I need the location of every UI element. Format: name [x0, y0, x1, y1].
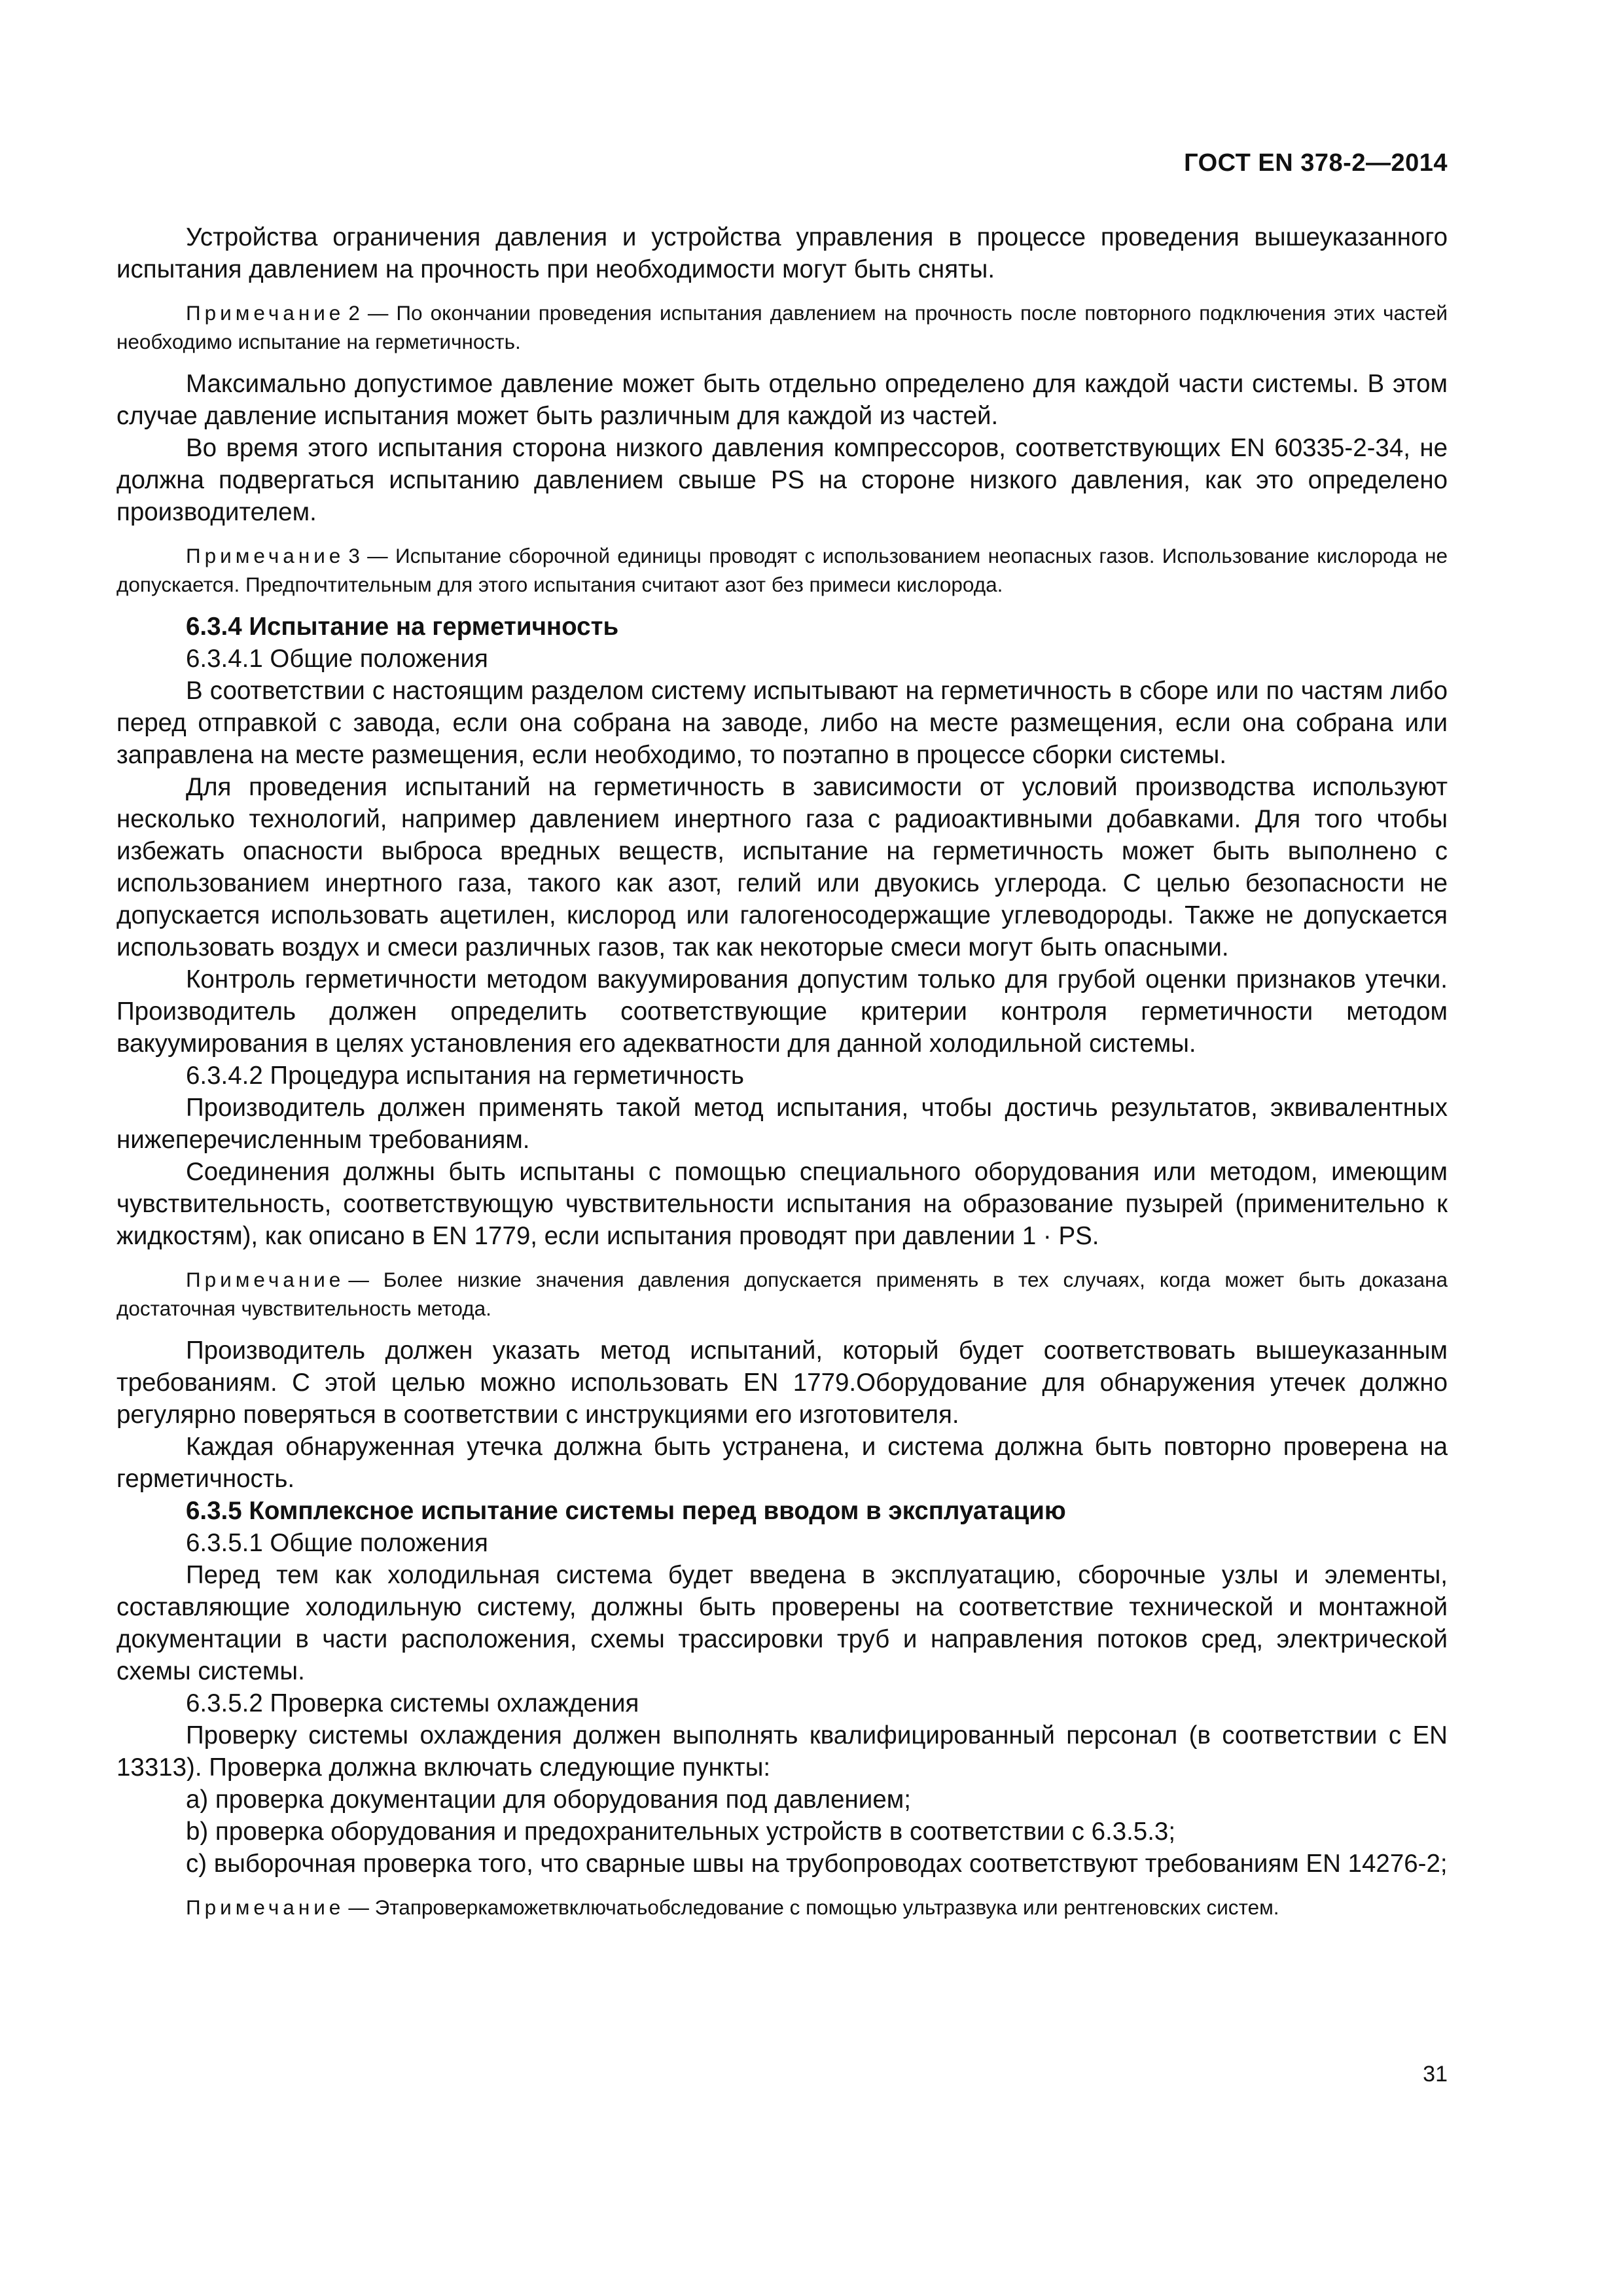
- note-label: Примечание: [186, 301, 345, 325]
- paragraph: В соответствии с настоящим разделом систему испытывают на герметичность в сборе или по частям либо перед отправкой с завода, если она собрана на заводе, либо на месте размещения, если она собрана или заправлена на месте размещения, если необходимо, то поэтапно в процессе сборки системы.: [116, 677, 1448, 769]
- section-heading-6-3-4: 6.3.4 Испытание на герметичность: [186, 613, 619, 641]
- section-heading-6-3-5: 6.3.5 Комплексное испытание системы перед вводом в эксплуатацию: [186, 1497, 1066, 1525]
- paragraph: Для проведения испытаний на герметичность в зависимости от условий производства используют несколько технологий, например давлением инертного газа с радиоактивными добавками. Для того чтобы избежать опасности выброса вредных веществ, испытание на герметичность может быть выполнено с использованием инертного газа, такого как азот, гелий или двуокись углерода. С целью безопасности не допускается использовать ацетилен, кислород или галогеносодержащие углеводороды. Также не допускается использовать воздух и смеси различных газов, так как некоторые смеси могут быть опасными.: [116, 773, 1448, 961]
- paragraph: Максимально допустимое давление может быть отдельно определено для каждой части системы. В этом случае давление испытания может быть различным для каждой из частей.: [116, 370, 1448, 430]
- subsection-heading-6-3-5-2: 6.3.5.2 Проверка системы охлаждения: [186, 1689, 639, 1717]
- paragraph: Контроль герметичности методом вакуумирования допустим только для грубой оценки признаков утечки. Производитель должен определить соответствующие критерии контроля герметичности методом вакуумирования в целях установления его адекватности для данной холодильной системы.: [116, 965, 1448, 1058]
- list-item-c: c) выборочная проверка того, что сварные швы на трубопроводах соответствуют требованиям EN 14276-2;: [186, 1850, 1448, 1878]
- paragraph: Соединения должны быть испытаны с помощью специального оборудования или методом, имеющим чувствительность, соответствующую чувствительности испытания на образование пузырей (применительно к жидкостям), как описано в EN 1779, если испытания проводят при давлении 1 · PS.: [116, 1158, 1448, 1250]
- paragraph: Производитель должен применять такой метод испытания, чтобы достичь результатов, эквивалентных нижеперечисленным требованиям.: [116, 1094, 1448, 1154]
- note-label: Примечание: [186, 544, 345, 567]
- note-text: — Более низкие значения давления допускается применять в тех случаях, когда может быть доказана достаточная чувствительность метода.: [116, 1268, 1448, 1320]
- note-text: 2 — По окончании проведения испытания давлением на прочность после повторного подключения этих частей необходимо испытание на герметичность.: [116, 301, 1448, 353]
- subsection-heading-6-3-4-1: 6.3.4.1 Общие положения: [186, 645, 488, 673]
- note-4: [116, 1265, 1448, 1323]
- list-item-a: a) проверка документации для оборудования под давлением;: [186, 1785, 911, 1814]
- note-text: 3 — Испытание сборочной единицы проводят с использованием неопасных газов. Использование кислорода не допускается. Предпочтительным для этого испытания считают азот без примеси кислорода.: [116, 544, 1448, 596]
- paragraph: Проверку системы охлаждения должен выполнять квалифицированный персонал (в соответствии с EN 13313). Проверка должна включать следующие пункты:: [116, 1721, 1448, 1782]
- note-label: Примечание: [186, 1895, 345, 1919]
- note-label: Примечание: [186, 1268, 345, 1291]
- note-3: [116, 541, 1448, 599]
- paragraph: Во время этого испытания сторона низкого давления компрессоров, соответствующих EN 60335-2-34, не должна подвергаться испытанию давлением свыше PS на стороне низкого давления, как это определено производителем.: [116, 434, 1448, 526]
- paragraph: Каждая обнаруженная утечка должна быть устранена, и система должна быть повторно проверена на герметичность.: [116, 1433, 1448, 1493]
- note-2: [116, 298, 1448, 356]
- subsection-heading-6-3-5-1: 6.3.5.1 Общие положения: [186, 1529, 488, 1557]
- list-item-b: b) проверка оборудования и предохранительных устройств в соответствии с 6.3.5.3;: [186, 1818, 1176, 1846]
- paragraph: Перед тем как холодильная система будет введена в эксплуатацию, сборочные узлы и элементы, составляющие холодильную систему, должны быть проверены на соответствие технической и монтажной документации в части расположения, схемы трассировки труб и направления потоков сред, электрической схемы системы.: [116, 1561, 1448, 1685]
- paragraph: Устройства ограничения давления и устройства управления в процессе проведения вышеуказанного испытания давлением на прочность при необходимости могут быть сняты.: [116, 223, 1448, 283]
- paragraph: Производитель должен указать метод испытаний, который будет соответствовать вышеуказанным требованиям. С этой целью можно использовать EN 1779.Оборудование для обнаружения утечек должно регулярно поверяться в соответствии с инструкциями его изготовителя.: [116, 1336, 1448, 1429]
- document-code-header: ГОСТ EN 378-2—2014: [1184, 149, 1448, 177]
- page-body: [116, 221, 1448, 1933]
- note-5: [116, 1893, 1448, 1922]
- page-number: 31: [1423, 2062, 1448, 2087]
- note-text: — Этапроверкаможетвключатьобследование с помощью ультразвука или рентгеновских систем.: [348, 1895, 1279, 1919]
- subsection-heading-6-3-4-2: 6.3.4.2 Процедура испытания на герметичность: [186, 1062, 744, 1090]
